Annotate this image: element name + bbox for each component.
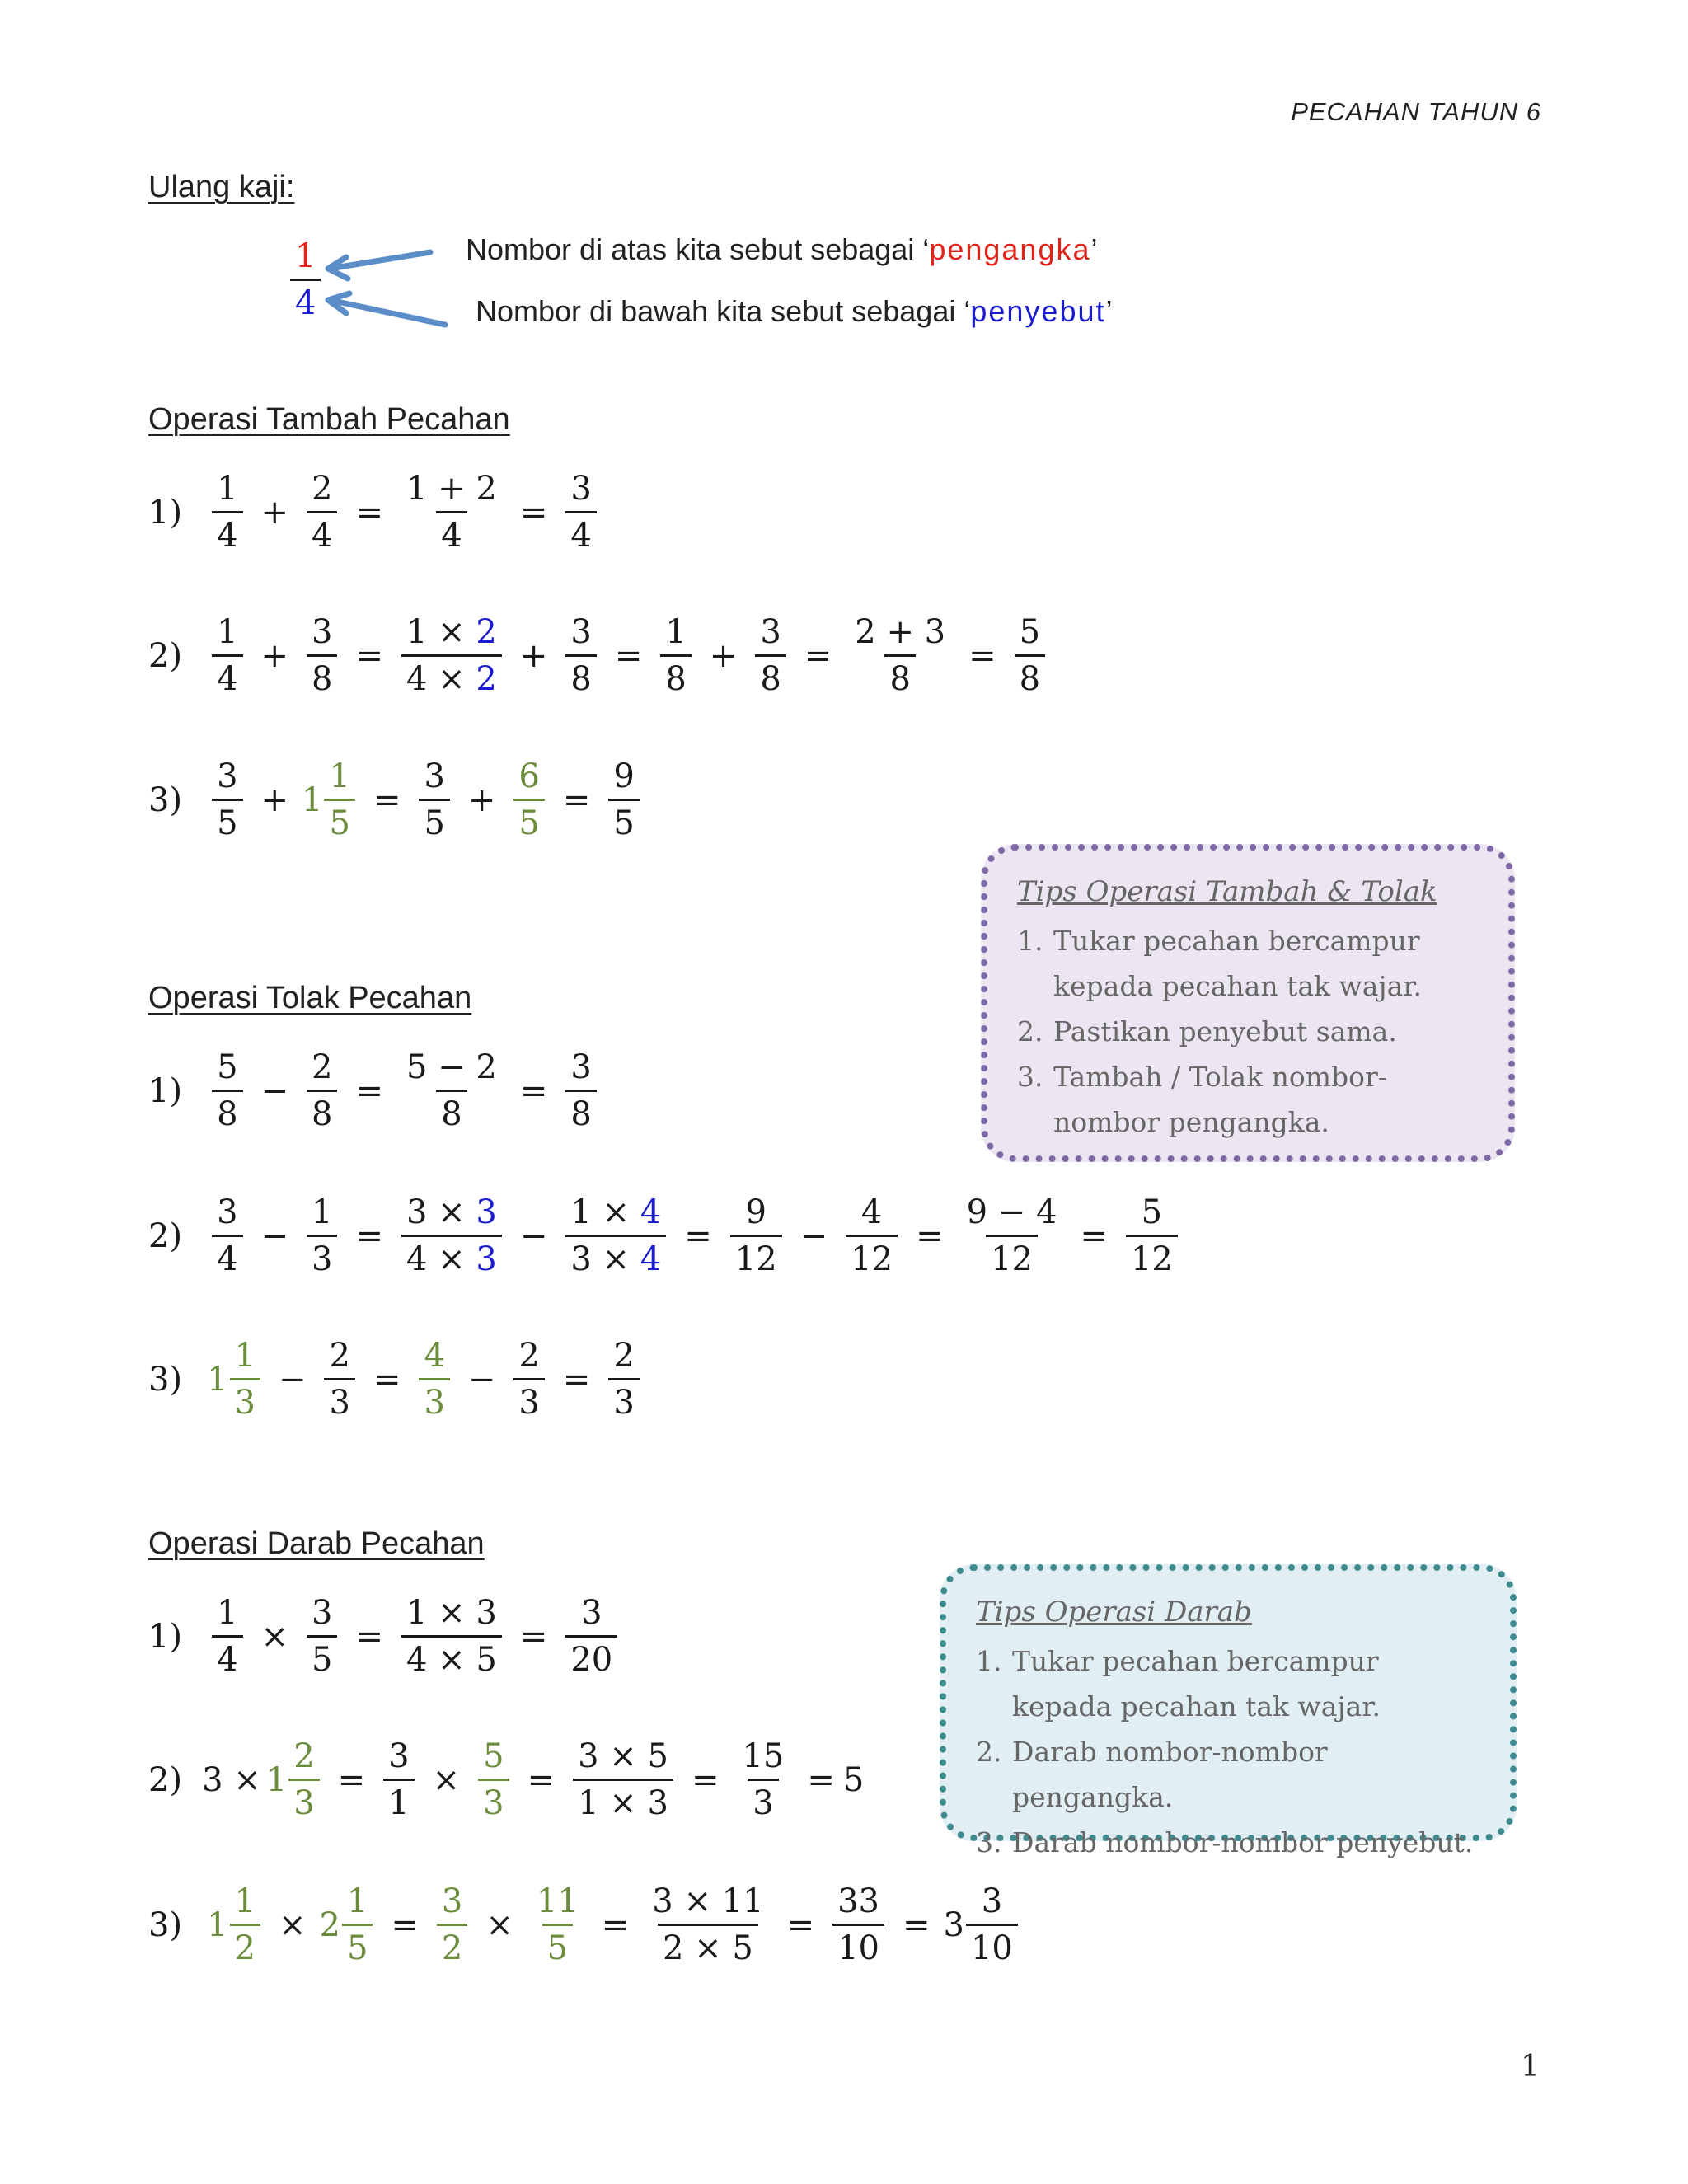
numerator: 1	[295, 237, 316, 275]
subtract-equation-3: 3) 1 $\frac{1}{3}$ − $\frac{2}{3}$ = $\frac{4}{3}$ − $\frac{2}{3}$ = $\frac{2}{3}$	[148, 1338, 649, 1420]
denominator-note: Nombor di bawah kita sebut sebagai ‘penyebut’	[476, 294, 1113, 328]
arrow-to-numerator	[328, 252, 430, 279]
multiply-equation-2: 2) 3 × 1 $\frac{2}{3}$ = $\frac{3}{1}$ × $\frac{5}{3}$ = $\frac{3 \times 5}{1 \times 3}$ = $\frac{15}{3}$ = 5	[148, 1737, 865, 1822]
add-equation-3: 3) $\frac{3}{5}$ + 1 $\frac{1}{5}$ = $\frac{3}{5}$ + $\frac{6}{5}$ = $\frac{9}{5}$	[148, 759, 649, 841]
tip-item: 1. Tukar pecahan bercampur kepada pecahan tak wajar.	[976, 1645, 1381, 1722]
numerator-note: Nombor di atas kita sebut sebagai ‘pengangka’	[466, 232, 1098, 266]
tip-item: 2. Darab nombor-nombor pengangka.	[976, 1736, 1328, 1813]
tip-item: 1. Tukar pecahan bercampur kepada pecahan tak wajar.	[1017, 925, 1422, 1002]
highlight-pengangka: pengangka	[929, 232, 1091, 266]
denominator: 4	[290, 279, 321, 321]
subtract-section-title: Operasi Tolak Pecahan	[148, 981, 472, 1015]
tips-multiply-title: Tips Operasi Darab	[976, 1596, 1252, 1629]
add-equation-1: 1) $\frac{1}{4}$ + $\frac{2}{4}$ = $\frac{1 + 2}{4}$ = $\frac{3}{4}$	[148, 471, 607, 553]
add-equation-2: 2) $\frac{1}{4}$ + $\frac{3}{8}$ = $\frac{1 \times 2}{4 \times 2}$ + $\frac{3}{8}$ = $\frac{1}{8}$ + $\frac{3}{8}$ = $\frac{2 + 3}{8}$ = $\frac{5}{8}$	[148, 615, 1055, 696]
multiply-equation-3: 3) 1 $\frac{1}{2}$ × 2 $\frac{1}{5}$ = $\frac{3}{2}$ × $\frac{11}{5}$ = $\frac{3 \times 11}{2 \times 5}$ = $\frac{33}{10}$ = 3 $\frac{3}{10}$	[148, 1884, 1028, 1966]
page-number: 1	[1521, 2050, 1540, 2083]
multiply-section-title: Operasi Darab Pecahan	[148, 1526, 485, 1561]
tip-item: 2. Pastikan penyebut sama.	[1017, 1015, 1397, 1047]
multiply-equation-1: 1) $\frac{1}{4}$ × $\frac{3}{5}$ = $\frac{1 \times 3}{4 \times 5}$ = $\frac{3}{20}$	[148, 1596, 627, 1677]
tips-multiply-box	[940, 1564, 1517, 1858]
arrow-to-denominator	[328, 293, 445, 325]
highlight-penyebut: penyebut	[970, 294, 1106, 328]
review-title: Ulang kaji:	[148, 170, 295, 204]
arrows-graphic	[313, 239, 462, 338]
tip-item: 3. Tambah / Tolak nombor-nombor pengangka.	[1017, 1061, 1387, 1138]
tips-add-subtract-title: Tips Operasi Tambah & Tolak	[1017, 875, 1437, 908]
subtract-equation-1: 1) $\frac{5}{8}$ − $\frac{2}{8}$ = $\frac{5 - 2}{8}$ = $\frac{3}{8}$	[148, 1050, 607, 1132]
page-header: PECAHAN TAHUN 6	[1291, 97, 1541, 126]
tips-add-subtract-box	[981, 844, 1515, 1162]
add-section-title: Operasi Tambah Pecahan	[148, 402, 510, 437]
subtract-equation-2: 2) $\frac{3}{4}$ − $\frac{1}{3}$ = $\frac{3 \times 3}{4 \times 3}$ − $\frac{1 \times 4}{3 \times 4}$ = $\frac{9}{12}$ − $\frac{4}{12}$ = $\frac{9 - 4}{12}$ = $\frac{5}{12}$	[148, 1195, 1188, 1277]
tip-item: 3. Darab nombor-nombor penyebut.	[976, 1826, 1474, 1858]
